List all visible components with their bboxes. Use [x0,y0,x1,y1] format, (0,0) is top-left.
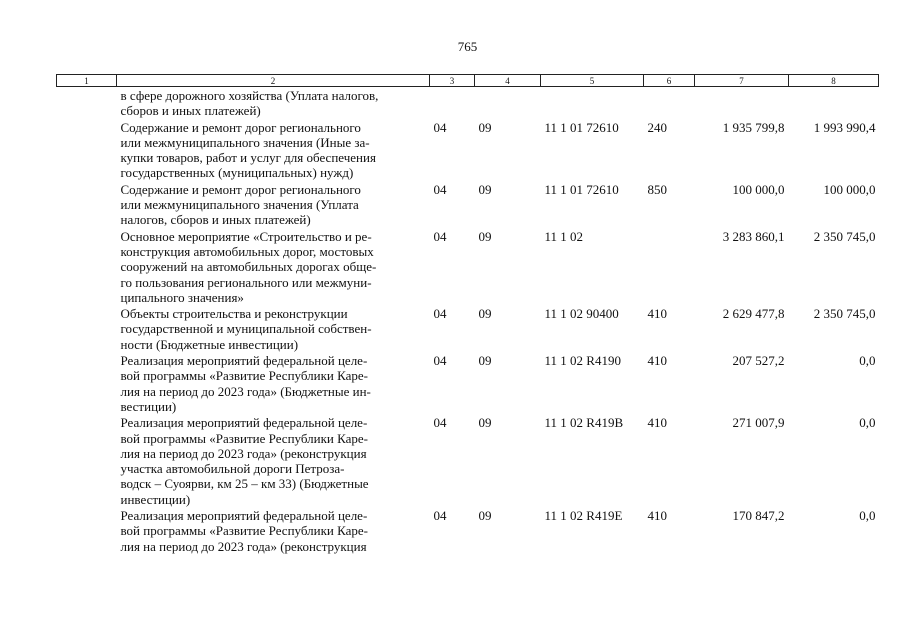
table-row [57,228,879,305]
target-article-cell: 11 1 02 R419E [544,508,623,524]
amount-year1-cell: 207 527,2 [732,353,785,369]
row-name-line: Содержание и ремонт дорог регионального [120,181,361,197]
amount-year2-cell: 1 993 990,4 [813,119,876,135]
row-name-line: лия на период до 2023 года» (реконструкция [120,445,367,461]
row-name-line: го пользования регионального или межмуни- [120,274,372,290]
section-code-cell: 04 [433,119,447,135]
row-name-line: лия на период до 2023 года» (реконструкция [120,538,367,554]
row-number-cell [57,119,117,181]
column-header-8: 8 [789,75,879,87]
budget-table [56,74,879,554]
row-name-cell [117,119,430,181]
row-number-cell [57,352,117,414]
row-name-line: Реализация мероприятий федеральной целе- [120,353,368,369]
amount-year1-cell [695,87,789,119]
amount-year1-cell: 170 847,2 [732,508,785,524]
row-name-line: лия на период до 2023 года» (Бюджетные ин- [120,383,371,399]
amount-year2-cell: 0,0 [859,353,876,369]
row-name-line: участка автомобильной дороги Петроза- [120,461,345,477]
amount-year1-cell: 100 000,0 [732,181,785,197]
subsection-code-cell: 09 [478,119,492,135]
subsection-code-cell: 09 [478,415,492,431]
row-name-line: Реализация мероприятий федеральной целе- [120,508,368,524]
amount-year2-cell [789,87,879,119]
section-code-cell: 04 [433,181,447,197]
table-row [57,352,879,414]
row-name-line: сборов и иных платежей) [120,103,261,119]
expense-type-cell: 410 [647,415,667,431]
table-row [57,305,879,352]
column-header-4: 4 [475,75,541,87]
row-name-line: Содержание и ремонт дорог регионального [120,119,361,135]
row-name-line: или межмуниципального значения (Уплата [120,197,359,213]
row-number-cell [57,181,117,228]
row-name-cell [117,352,430,414]
subsection-code-cell: 09 [478,228,492,244]
row-number-cell [57,228,117,305]
section-code-cell: 04 [433,353,447,369]
row-name-line: вой программы «Развитие Республики Каре- [120,523,368,539]
expense-type-cell [644,87,695,119]
table-row [57,414,879,507]
row-name-line: водск – Суоярви, км 25 – км 33) (Бюджетные [120,476,369,492]
subsection-code-cell [475,87,541,119]
row-name-line: государственной и муниципальной собствен- [120,321,372,337]
expense-type-cell: 410 [647,508,667,524]
target-article-cell: 11 1 01 72610 [544,119,619,135]
row-name-line: вой программы «Развитие Республики Каре- [120,430,368,446]
row-name-line: Объекты строительства и реконструкции [120,306,348,322]
subsection-code-cell: 09 [478,181,492,197]
table-row [57,87,879,119]
row-name-line: налогов, сборов и иных платежей) [120,212,311,228]
amount-year2-cell: 0,0 [859,508,876,524]
row-name-cell [117,87,430,119]
row-number-cell [57,87,117,119]
expense-type-cell [644,228,695,305]
section-code-cell: 04 [433,508,447,524]
column-header-7: 7 [695,75,789,87]
column-header-3: 3 [430,75,475,87]
subsection-code-cell: 09 [478,508,492,524]
column-header-5: 5 [541,75,644,87]
row-name-cell [117,228,430,305]
row-name-cell [117,181,430,228]
section-code-cell: 04 [433,306,447,322]
row-name-line: ности (Бюджетные инвестиции) [120,336,299,352]
section-code-cell: 04 [433,228,447,244]
column-header-1: 1 [57,75,117,87]
amount-year1-cell: 3 283 860,1 [722,228,785,244]
expense-type-cell: 410 [647,353,667,369]
expense-type-cell: 240 [647,119,667,135]
amount-year2-cell: 0,0 [859,415,876,431]
amount-year1-cell: 2 629 477,8 [722,306,785,322]
amount-year1-cell: 1 935 799,8 [722,119,785,135]
expense-type-cell: 410 [647,306,667,322]
table-row [57,507,879,554]
row-number-cell [57,507,117,554]
table-header [57,75,879,87]
row-name-line: инвестиции) [120,491,191,507]
target-article-cell [541,87,644,119]
subsection-code-cell: 09 [478,306,492,322]
amount-year2-cell: 2 350 745,0 [813,228,876,244]
column-number-row [57,75,879,87]
section-code-cell [430,87,475,119]
row-name-cell [117,305,430,352]
table-row [57,181,879,228]
section-code-cell: 04 [433,415,447,431]
column-header-2: 2 [117,75,430,87]
target-article-cell: 11 1 01 72610 [544,181,619,197]
row-name-line: вой программы «Развитие Республики Каре- [120,368,368,384]
column-header-6: 6 [644,75,695,87]
row-name-line: Реализация мероприятий федеральной целе- [120,415,368,431]
row-name-cell [117,507,430,554]
row-name-cell [117,414,430,507]
table-row [57,119,879,181]
row-name-line: государственных (муниципальных) нужд) [120,165,354,181]
row-number-cell [57,414,117,507]
row-name-line: в сфере дорожного хозяйства (Уплата налогов, [120,88,379,103]
target-article-cell: 11 1 02 [544,228,584,244]
row-name-line: вестиции) [120,398,177,414]
row-number-cell [57,305,117,352]
row-name-line: или межмуниципального значения (Иные за- [120,134,370,150]
amount-year1-cell: 271 007,9 [732,415,785,431]
amount-year2-cell: 2 350 745,0 [813,306,876,322]
amount-year2-cell: 100 000,0 [823,181,876,197]
expense-type-cell: 850 [647,181,667,197]
page-number: 765 [457,39,478,54]
target-article-cell: 11 1 02 R419B [544,415,624,431]
row-name-line: купки товаров, работ и услуг для обеспечения [120,150,376,166]
subsection-code-cell: 09 [478,353,492,369]
row-name-line: ципального значения» [120,289,244,305]
row-name-line: конструкция автомобильных дорог, мостовых [120,243,374,259]
row-name-line: Основное мероприятие «Строительство и ре- [120,228,372,244]
table-body [57,87,879,554]
target-article-cell: 11 1 02 90400 [544,306,619,322]
row-name-line: сооружений на автомобильных дорогах обще- [120,259,377,275]
target-article-cell: 11 1 02 R4190 [544,353,621,369]
